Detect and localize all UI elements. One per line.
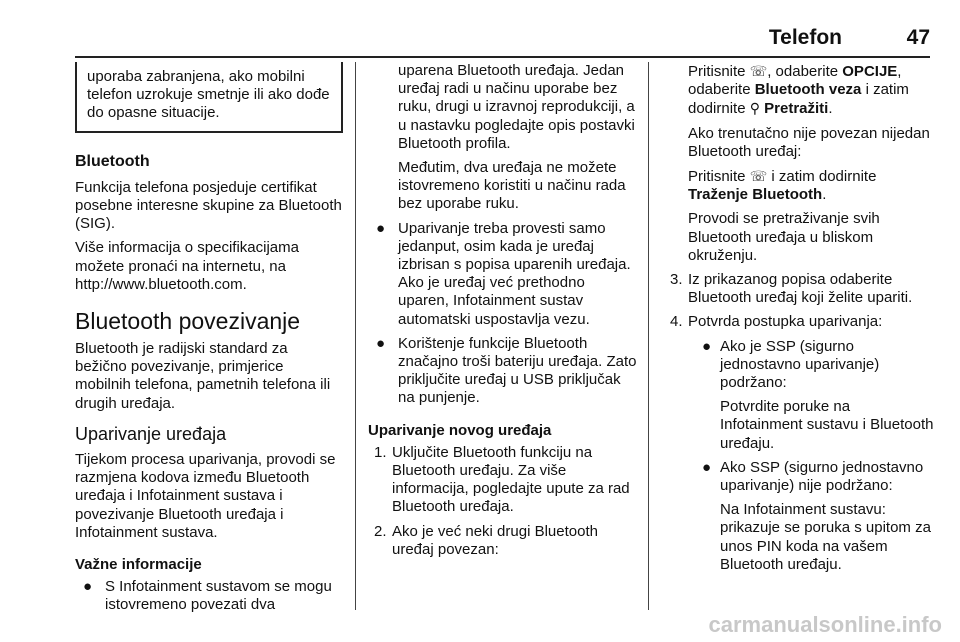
subheading-new-device: Uparivanje novog uređaja	[368, 421, 552, 439]
section-heading-bluetooth: Bluetooth	[75, 152, 150, 170]
list-item-text: Uključite Bluetooth funkciju na Bluetooth uređaju. Za više informacija, pogledajte upute za rad Bluetooth uređaja.	[392, 443, 630, 516]
paragraph: Bluetooth je radijski standard za bežično povezivanje, primjerice mobilnih telefona, pametnih telefona ili drugih uređaja.	[75, 340, 331, 412]
paragraph: Više informacija o specifikacijama možete pronaći na internetu, na http://www.bluetooth.com.	[75, 239, 299, 293]
list-item-text: Iz prikazanog popisa odaberite Bluetooth uređaj koji želite upariti.	[688, 271, 913, 307]
column-1	[75, 62, 343, 621]
menu-option-text: Pretražiti	[764, 100, 829, 118]
list-item	[368, 335, 638, 408]
paragraph	[672, 62, 934, 119]
text: , odaberite	[688, 63, 902, 99]
column-divider	[648, 62, 649, 610]
text: Pritisnite	[688, 63, 750, 80]
paragraph: Provodi se pretraživanje svih Bluetooth uređaja u bliskom okruženju.	[688, 210, 880, 264]
bullet-icon: ●	[702, 337, 712, 355]
menu-option-text: Bluetooth veza	[754, 81, 862, 99]
list-item-continuation: uparena Bluetooth uređaja. Jedan uređaj radi u načinu uporabe bez ruku, drugi u izravnoj reprodukciji, a u nastavku pogledajte opis postavki Bluetooth profila.	[398, 62, 635, 152]
paragraph	[672, 167, 934, 204]
column-2	[368, 62, 638, 565]
list-item-text: Ako SSP (sigurno jednostavno uparivanje) nije podržano:	[720, 458, 924, 495]
page-title: Telefon	[768, 26, 842, 49]
chapter-heading: Bluetooth povezivanje	[75, 308, 301, 335]
list-item	[696, 338, 934, 393]
warning-box	[75, 62, 343, 133]
list-item-text: Korištenje funkcije Bluetooth značajno troši bateriju uređaja. Zato priključite uređaj u USB priključak na punjenje.	[398, 334, 637, 407]
subheading-important: Važne informacije	[75, 556, 202, 574]
list-item	[664, 313, 934, 331]
list-item	[368, 220, 638, 329]
text: i zatim dodirnite	[767, 168, 877, 186]
warning-text: uporaba zabranjena, ako mobilni telefon uzrokuje smetnje ili ako dođe do opasne situacije.	[87, 68, 330, 122]
bullet-icon: ●	[83, 578, 93, 596]
bullet-icon: ●	[376, 334, 386, 352]
paragraph: Funkcija telefona posjeduje certifikat posebne interesne skupine za Bluetooth (SIG).	[75, 178, 342, 233]
bullet-list	[368, 220, 638, 408]
bullet-icon: ●	[702, 458, 712, 476]
list-item	[696, 459, 934, 495]
list-item-continuation: Međutim, dva uređaja ne možete istovremeno koristiti u načinu rada bez uporabe ruku.	[398, 159, 626, 213]
bullet-list	[696, 338, 934, 574]
list-item-text: Potvrda postupka uparivanja:	[688, 313, 883, 331]
phone-icon: ☏	[749, 63, 768, 79]
text: , odaberite	[767, 63, 843, 80]
text: .	[828, 100, 833, 118]
list-item-continuation: Potvrdite poruke na Infotainment sustavu i Bluetooth uređaju.	[720, 398, 934, 452]
phone-icon: ☏	[749, 168, 768, 185]
header-rule	[75, 56, 930, 58]
text: i zatim dodirnite	[688, 81, 909, 118]
column-divider	[355, 62, 356, 610]
menu-option-text: Traženje Bluetooth	[688, 186, 823, 204]
paragraph: Ako trenutačno nije povezan nijedan Bluetooth uređaj:	[688, 124, 930, 160]
bullet-list	[75, 578, 343, 614]
list-item	[368, 444, 638, 517]
list-item-continuation: Na Infotainment sustavu: prikazuje se poruka s upitom za unos PIN koda na vašem Bluetooth uređaju.	[720, 501, 931, 573]
section-heading-pairing: Uparivanje uređaja	[75, 423, 227, 444]
list-item	[368, 523, 638, 559]
numbered-list	[368, 444, 638, 559]
page-header	[75, 0, 930, 56]
paragraph: Tijekom procesa uparivanja, provodi se razmjena kodova između Bluetooth uređaja i Infotainment sustava i povezivanje Bluetooth uređaja i Infotainment sustava.	[75, 451, 336, 541]
search-icon: ⚲	[749, 100, 760, 117]
step-number: 2.	[374, 522, 387, 540]
numbered-list	[664, 271, 934, 332]
column-3	[672, 62, 934, 580]
step-number: 3.	[670, 271, 683, 289]
list-item-text: Ako je već neki drugi Bluetooth uređaj povezan:	[392, 522, 598, 558]
list-item-text: Ako je SSP (sigurno jednostavno uparivanje) podržano:	[720, 337, 880, 392]
list-item	[664, 271, 934, 307]
menu-option-text: OPCIJE	[842, 63, 898, 80]
bullet-icon: ●	[376, 219, 386, 237]
list-item	[75, 578, 343, 614]
list-item-text: S Infotainment sustavom se mogu istovremeno povezati dva	[105, 578, 332, 614]
step-number: 4.	[670, 313, 683, 331]
list-item-text: Uparivanje treba provesti samo jedanput, osim kada je uređaj izbrisan s popisa uparenih uređaja. Ako je uređaj već prethodno uparen, Infotainment sustav automatski uspostavlja vezu.	[398, 219, 631, 328]
text: .	[822, 186, 827, 204]
text: Pritisnite	[688, 168, 750, 186]
watermark: carmanualsonline.info	[708, 612, 942, 637]
page-number: 47	[906, 26, 930, 49]
step-number: 1.	[374, 443, 387, 461]
